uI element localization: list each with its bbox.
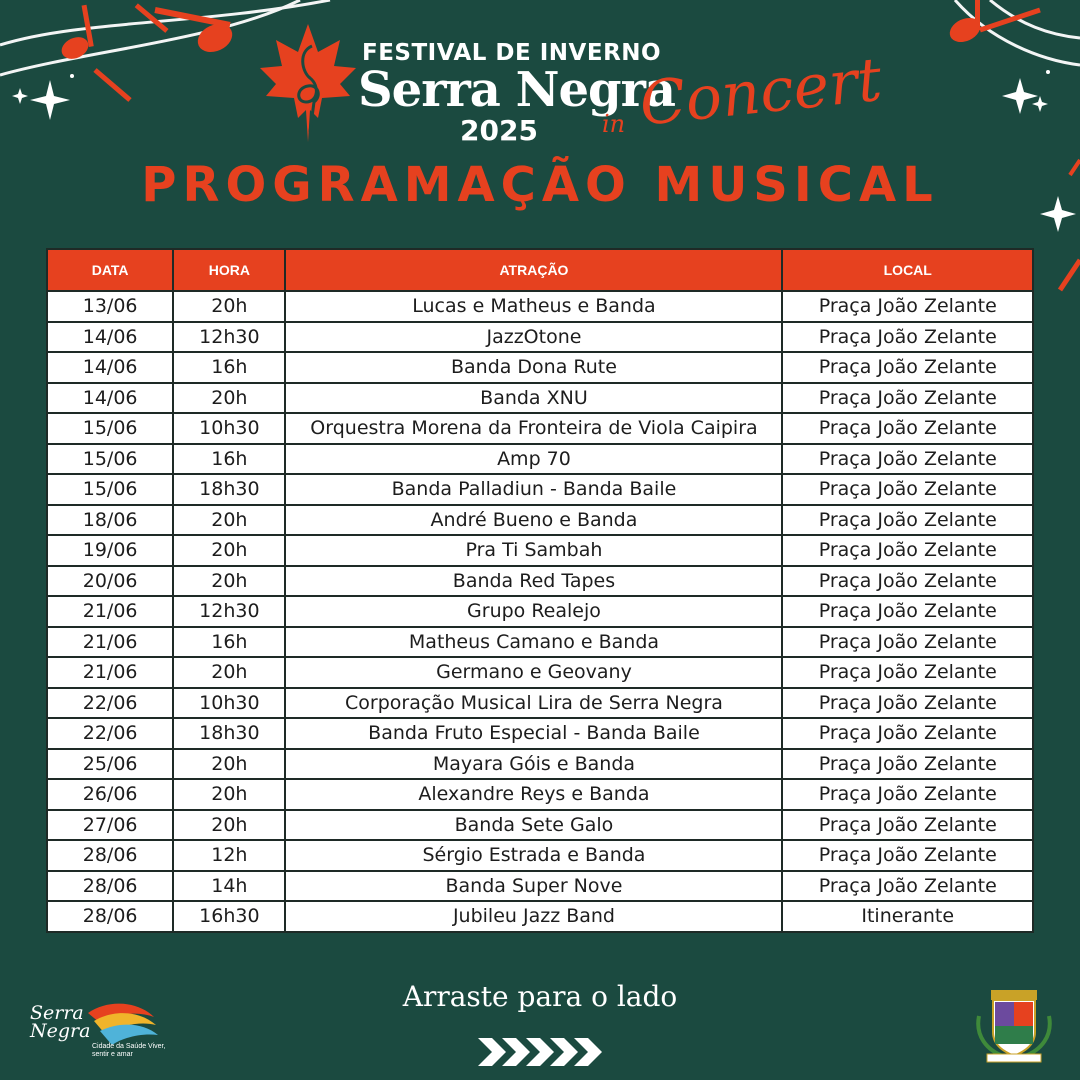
cell-hora: 20h [173,535,285,566]
cell-hora: 20h [173,810,285,841]
cell-local: Praça João Zelante [782,291,1033,322]
cell-local: Praça João Zelante [782,413,1033,444]
cell-atracao: Banda Super Nove [285,871,782,902]
header [0,0,1080,240]
cell-hora: 10h30 [173,688,285,719]
table-row [47,535,1033,566]
cell-local: Praça João Zelante [782,322,1033,353]
table-row [47,322,1033,353]
cell-hora: 12h30 [173,322,285,353]
cell-data: 22/06 [47,688,173,719]
cell-data: 25/06 [47,749,173,780]
chevron-right-icon[interactable] [478,1036,604,1068]
festival-label: FESTIVAL DE INVERNO [362,40,662,66]
cell-atracao: Alexandre Reys e Banda [285,779,782,810]
cell-hora: 16h [173,627,285,658]
cell-local: Praça João Zelante [782,840,1033,871]
cell-hora: 10h30 [173,413,285,444]
cell-atracao: Banda Sete Galo [285,810,782,841]
cell-data: 20/06 [47,566,173,597]
cell-hora: 18h30 [173,718,285,749]
cell-local: Praça João Zelante [782,383,1033,414]
table-row [47,840,1033,871]
table-row [47,718,1033,749]
cell-data: 22/06 [47,718,173,749]
table-row [47,444,1033,475]
cell-local: Praça João Zelante [782,505,1033,536]
cell-atracao: JazzOtone [285,322,782,353]
concert-word: Concert [636,44,885,140]
cell-data: 21/06 [47,627,173,658]
cell-data: 19/06 [47,535,173,566]
swipe-hint: Arraste para o lado [402,980,678,1013]
cell-local: Praça João Zelante [782,535,1033,566]
cell-local: Praça João Zelante [782,444,1033,475]
cell-atracao: Banda XNU [285,383,782,414]
cell-hora: 16h [173,352,285,383]
cell-data: 27/06 [47,810,173,841]
cell-local: Praça João Zelante [782,718,1033,749]
cell-data: 28/06 [47,901,173,932]
cell-hora: 20h [173,657,285,688]
cell-hora: 16h [173,444,285,475]
in-word: in [602,110,626,138]
cell-atracao: Germano e Geovany [285,657,782,688]
cell-hora: 18h30 [173,474,285,505]
cell-hora: 20h [173,383,285,414]
cell-atracao: Mayara Góis e Banda [285,749,782,780]
cell-data: 18/06 [47,505,173,536]
cell-local: Praça João Zelante [782,810,1033,841]
cell-atracao: Banda Red Tapes [285,566,782,597]
table-row [47,383,1033,414]
cell-atracao: Banda Fruto Especial - Banda Baile [285,718,782,749]
cell-data: 21/06 [47,657,173,688]
table-row [47,901,1033,932]
column-header-hora: HORA [173,249,285,291]
cell-atracao: Lucas e Matheus e Banda [285,291,782,322]
column-header-local: LOCAL [782,249,1033,291]
cell-data: 13/06 [47,291,173,322]
city-crest-icon [973,986,1055,1066]
column-header-atracao: ATRAÇÃO [285,249,782,291]
cell-data: 15/06 [47,444,173,475]
table-row [47,352,1033,383]
festival-year: 2025 [460,114,538,147]
cell-data: 15/06 [47,413,173,444]
brand-name: Serra Negra [358,62,675,118]
table-row [47,779,1033,810]
cell-local: Itinerante [782,901,1033,932]
cell-hora: 20h [173,291,285,322]
table-row [47,627,1033,658]
cell-hora: 20h [173,779,285,810]
cell-hora: 20h [173,566,285,597]
table-row [47,657,1033,688]
cell-data: 21/06 [47,596,173,627]
cell-local: Praça João Zelante [782,352,1033,383]
cell-atracao: Orquestra Morena da Fronteira de Viola Caipira [285,413,782,444]
table-row [47,566,1033,597]
city-logo-name: Serra Negra [30,1002,91,1042]
table-row [47,871,1033,902]
schedule-table [46,248,1034,933]
cell-local: Praça João Zelante [782,749,1033,780]
maple-leaf-icon [258,22,358,147]
cell-data: 15/06 [47,474,173,505]
cell-data: 28/06 [47,871,173,902]
table-row [47,688,1033,719]
table-header-row [47,249,1033,291]
cell-atracao: Sérgio Estrada e Banda [285,840,782,871]
table-row [47,474,1033,505]
cell-hora: 12h30 [173,596,285,627]
table-row [47,505,1033,536]
cell-hora: 20h [173,505,285,536]
page-title: PROGRAMAÇÃO MUSICAL [141,157,939,213]
cell-atracao: Jubileu Jazz Band [285,901,782,932]
cell-atracao: Corporação Musical Lira de Serra Negra [285,688,782,719]
cell-atracao: André Bueno e Banda [285,505,782,536]
cell-local: Praça João Zelante [782,627,1033,658]
cell-hora: 20h [173,749,285,780]
cell-data: 28/06 [47,840,173,871]
table-row [47,596,1033,627]
cell-local: Praça João Zelante [782,688,1033,719]
table-row [47,291,1033,322]
cell-atracao: Banda Palladiun - Banda Baile [285,474,782,505]
cell-local: Praça João Zelante [782,657,1033,688]
cell-atracao: Banda Dona Rute [285,352,782,383]
table-row [47,749,1033,780]
cell-hora: 16h30 [173,901,285,932]
cell-atracao: Pra Ti Sambah [285,535,782,566]
cell-local: Praça João Zelante [782,474,1033,505]
cell-hora: 14h [173,871,285,902]
cell-local: Praça João Zelante [782,566,1033,597]
table-row [47,413,1033,444]
city-tagline: Cidade da Saúde Viver, sentir e amar [92,1043,166,1058]
cell-local: Praça João Zelante [782,871,1033,902]
cell-hora: 12h [173,840,285,871]
cell-atracao: Amp 70 [285,444,782,475]
column-header-data: DATA [47,249,173,291]
cell-atracao: Grupo Realejo [285,596,782,627]
cell-local: Praça João Zelante [782,779,1033,810]
table-row [47,810,1033,841]
cell-data: 14/06 [47,352,173,383]
cell-local: Praça João Zelante [782,596,1033,627]
cell-data: 14/06 [47,322,173,353]
cell-data: 14/06 [47,383,173,414]
cell-data: 26/06 [47,779,173,810]
cell-atracao: Matheus Camano e Banda [285,627,782,658]
